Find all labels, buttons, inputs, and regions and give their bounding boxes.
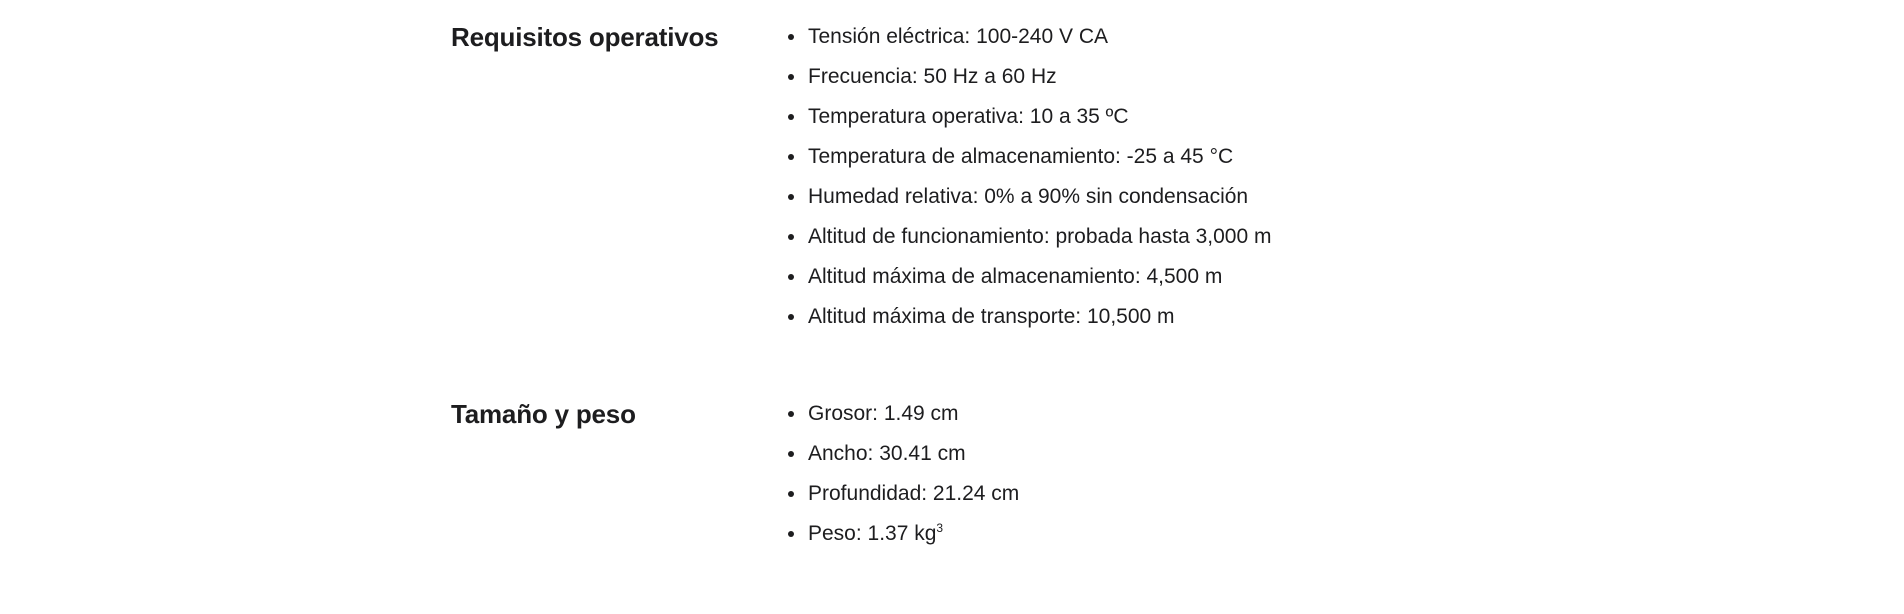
spec-text: Altitud máxima de almacenamiento: 4,500 m bbox=[808, 265, 1223, 288]
list-item bbox=[808, 221, 1271, 261]
spec-list bbox=[808, 398, 1019, 558]
bullet-icon bbox=[788, 531, 794, 537]
footnote-marker[interactable]: 3 bbox=[936, 521, 944, 535]
spec-text: Altitud de funcionamiento: probada hasta 3,000 m bbox=[808, 225, 1272, 248]
bullet-icon bbox=[788, 34, 794, 40]
spec-text: Peso: 1.37 kg bbox=[808, 522, 937, 545]
list-item bbox=[808, 141, 1271, 181]
bullet-icon bbox=[788, 314, 794, 320]
list-item bbox=[808, 61, 1271, 101]
list-item bbox=[808, 301, 1271, 341]
spec-text: Humedad relativa: 0% a 90% sin condensación bbox=[808, 185, 1249, 208]
list-item bbox=[808, 261, 1271, 301]
spec-text: Grosor: 1.49 cm bbox=[808, 402, 959, 425]
list-item bbox=[808, 438, 1019, 478]
spec-list bbox=[808, 21, 1271, 341]
bullet-icon bbox=[788, 491, 794, 497]
bullet-icon bbox=[788, 194, 794, 200]
list-item bbox=[808, 21, 1271, 61]
list-item bbox=[808, 398, 1019, 438]
spec-text: Ancho: 30.41 cm bbox=[808, 442, 966, 465]
bullet-icon bbox=[788, 154, 794, 160]
list-item bbox=[808, 478, 1019, 518]
spec-text: Tensión eléctrica: 100-240 V CA bbox=[808, 25, 1108, 48]
list-item bbox=[808, 101, 1271, 141]
bullet-icon bbox=[788, 234, 794, 240]
spec-text: Frecuencia: 50 Hz a 60 Hz bbox=[808, 65, 1057, 88]
bullet-icon bbox=[788, 274, 794, 280]
list-item bbox=[808, 181, 1271, 221]
spec-text: Temperatura de almacenamiento: -25 a 45 °C bbox=[808, 145, 1234, 168]
spec-text: Profundidad: 21.24 cm bbox=[808, 482, 1020, 505]
bullet-icon bbox=[788, 411, 794, 417]
spec-text: Altitud máxima de transporte: 10,500 m bbox=[808, 305, 1175, 328]
bullet-icon bbox=[788, 74, 794, 80]
spec-text: Temperatura operativa: 10 a 35 ºC bbox=[808, 105, 1129, 128]
bullet-icon bbox=[788, 451, 794, 457]
section-title: Requisitos operativos bbox=[451, 22, 719, 52]
bullet-icon bbox=[788, 114, 794, 120]
list-item bbox=[808, 518, 1019, 558]
section-title: Tamaño y peso bbox=[451, 399, 636, 429]
